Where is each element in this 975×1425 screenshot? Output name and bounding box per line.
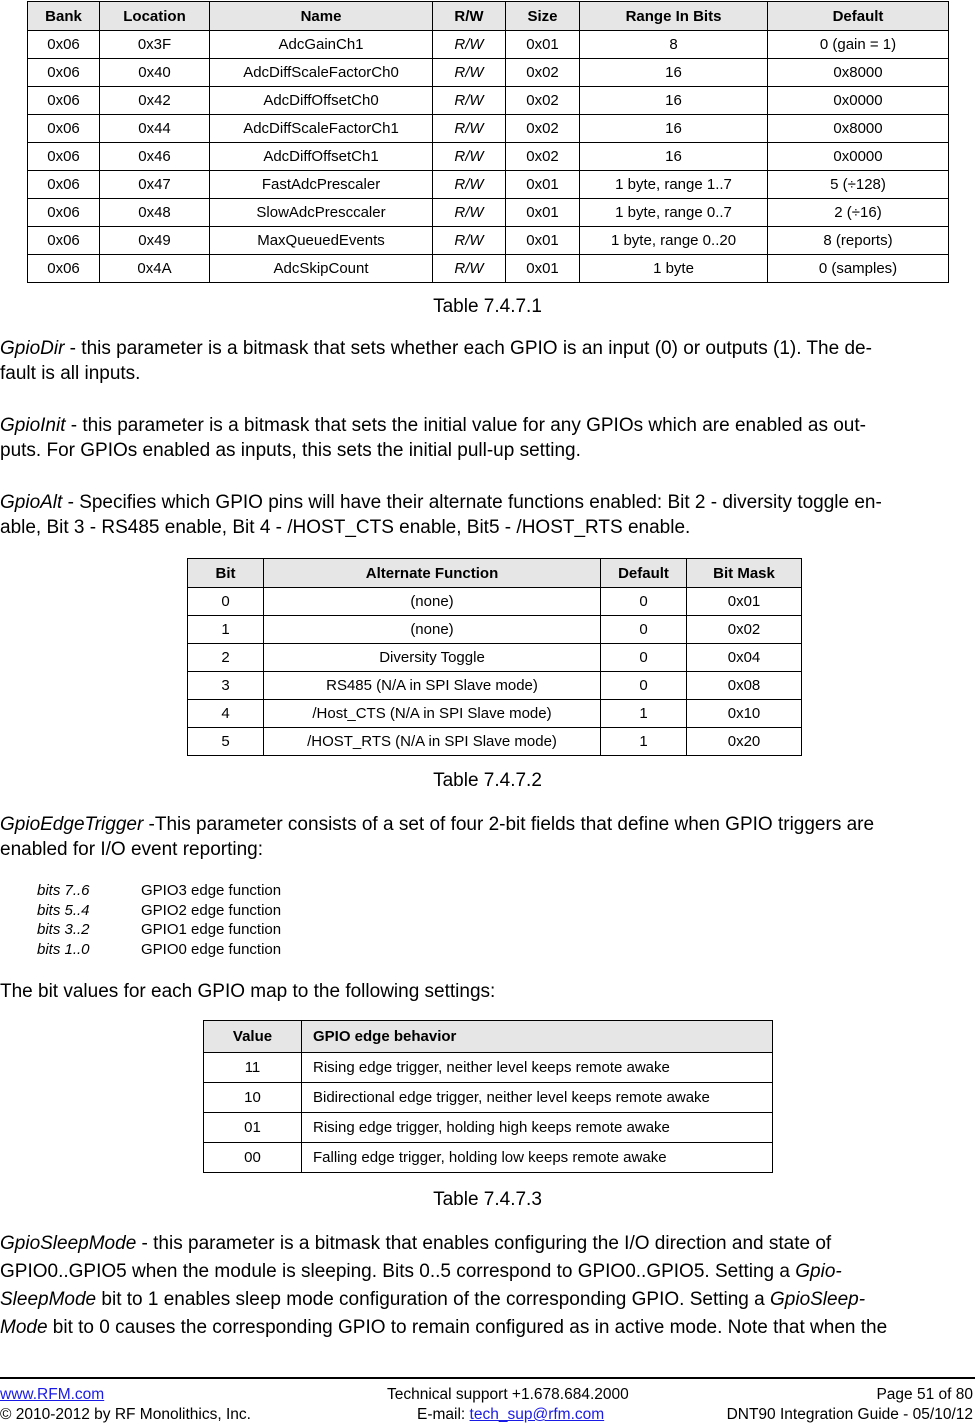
table-cell: 1 — [601, 728, 687, 756]
table-row — [28, 227, 949, 255]
table-cell: 0x02 — [687, 616, 802, 644]
column-header: R/W — [433, 2, 506, 31]
gpioinit-paragraph: GpioInit - this parameter is a bitmask that sets the initial value for any GPIOs which are enabled as out- puts. For GPIOs enabled as inputs, this sets the initial pull-up setting. — [0, 415, 866, 461]
table-cell: 5 (÷128) — [768, 171, 949, 199]
copyright: © 2010-2012 by RF Monolithics, Inc. — [0, 1406, 251, 1423]
page-number: Page 51 of 80 — [876, 1386, 973, 1403]
table-cell: 16 — [580, 87, 768, 115]
gpiosleep-paragraph: GpioSleepMode - this parameter is a bitmask that enables configuring the I/O direction and state of GPIO0..GPIO5 when the module is sleeping. Bits 0..5 correspond to GPIO0..GPIO5. Setting a Gpio- SleepMode bit to 1 enables sleep mode configuration of the corresponding GPIO. Setting a GpioSleep- Mode bit to 0 causes the corresponding GPIO to remain configured as in active mode. Note that when the — [0, 1233, 888, 1338]
table-row — [28, 115, 949, 143]
table-cell: 2 (÷16) — [768, 199, 949, 227]
column-header: Range In Bits — [580, 2, 768, 31]
table-cell: 0x47 — [100, 171, 210, 199]
column-header: Bit — [188, 559, 264, 588]
table-cell: R/W — [433, 59, 506, 87]
table-cell: R/W — [433, 199, 506, 227]
table-cell: 0x06 — [28, 31, 100, 59]
bitfield-desc: GPIO0 edge function — [141, 940, 282, 958]
email-line: E-mail: tech_sup@rfm.com — [417, 1406, 605, 1423]
table-cell: 0 — [601, 616, 687, 644]
table-cell: /HOST_RTS (N/A in SPI Slave mode) — [264, 728, 601, 756]
table-cell: 5 — [188, 728, 264, 756]
gpioalt-paragraph: GpioAlt - Specifies which GPIO pins will have their alternate functions enabled: Bit 2 - diversity toggle en- able, Bit 3 - RS485 enable, Bit 4 - /HOST_CTS enable, Bit5 - /HOST_RTS enable. — [0, 492, 882, 538]
column-header: Default — [601, 559, 687, 588]
table-cell: 0x40 — [100, 59, 210, 87]
table-row — [28, 171, 949, 199]
table-row — [204, 1143, 773, 1173]
table-cell: R/W — [433, 143, 506, 171]
table-cell: 0x04 — [687, 644, 802, 672]
table-cell: 0x0000 — [768, 143, 949, 171]
column-header: Default — [768, 2, 949, 31]
gpiodir-paragraph: GpioDir - this parameter is a bitmask that sets whether each GPIO is an input (0) or outputs (1). The de- fault is all inputs. — [0, 338, 872, 384]
column-header: Alternate Function — [264, 559, 601, 588]
table-cell: R/W — [433, 227, 506, 255]
table-cell: AdcDiffOffsetCh0 — [210, 87, 433, 115]
table-cell: R/W — [433, 31, 506, 59]
table-cell: 01 — [204, 1113, 302, 1143]
bitfield-bits: bits 5..4 — [37, 901, 90, 919]
table-cell: (none) — [264, 616, 601, 644]
table-cell: 0x01 — [506, 255, 580, 283]
table-cell: SlowAdcPresccaler — [210, 199, 433, 227]
bitfield-desc: GPIO3 edge function — [141, 882, 282, 899]
table-cell: 0 (gain = 1) — [768, 31, 949, 59]
table-cell: AdcDiffScaleFactorCh0 — [210, 59, 433, 87]
table-cell: 0x01 — [506, 171, 580, 199]
table-row — [188, 644, 802, 672]
table-cell: 0x06 — [28, 59, 100, 87]
table-cell: 0x8000 — [768, 59, 949, 87]
bitfield-bits: bits 7..6 — [37, 882, 90, 899]
table-row — [28, 59, 949, 87]
doc-title: DNT90 Integration Guide - 05/10/12 — [726, 1406, 973, 1423]
table-cell: R/W — [433, 87, 506, 115]
table-cell: 1 byte, range 0..20 — [580, 227, 768, 255]
bitfield-desc: GPIO2 edge function — [141, 901, 282, 919]
table-row — [28, 199, 949, 227]
table-cell: 0x02 — [506, 143, 580, 171]
table-caption-3: Table 7.4.7.3 — [433, 1189, 542, 1210]
bitfield-desc: GPIO1 edge function — [141, 921, 282, 938]
website-link[interactable]: www.RFM.com — [0, 1386, 105, 1403]
table-cell: AdcDiffOffsetCh1 — [210, 143, 433, 171]
table-cell: 0x44 — [100, 115, 210, 143]
table-cell: (none) — [264, 588, 601, 616]
bitfield-item — [37, 920, 281, 940]
bitfield-item — [37, 881, 281, 901]
table-cell: Rising edge trigger, neither level keeps remote awake — [302, 1053, 773, 1083]
table-caption-2: Table 7.4.7.2 — [433, 770, 542, 791]
table-cell: 16 — [580, 115, 768, 143]
column-header: Value — [204, 1021, 302, 1053]
table-cell: 0x4A — [100, 255, 210, 283]
table-cell: R/W — [433, 171, 506, 199]
table-row — [28, 31, 949, 59]
table-cell: RS485 (N/A in SPI Slave mode) — [264, 672, 601, 700]
table-cell: 0x06 — [28, 87, 100, 115]
table-cell: 0 (samples) — [768, 255, 949, 283]
bitfield-bits: bits 3..2 — [37, 921, 90, 938]
table-row — [204, 1113, 773, 1143]
table-cell: 0 — [601, 588, 687, 616]
table-cell: 0x06 — [28, 143, 100, 171]
register-table — [27, 1, 949, 283]
table-cell: Bidirectional edge trigger, neither level keeps remote awake — [302, 1083, 773, 1113]
table-cell: 1 byte, range 1..7 — [580, 171, 768, 199]
table-cell: 16 — [580, 59, 768, 87]
table-cell: 8 (reports) — [768, 227, 949, 255]
table-cell: 3 — [188, 672, 264, 700]
table-cell: 0x02 — [506, 59, 580, 87]
table-row — [28, 87, 949, 115]
table-cell: 0x01 — [506, 199, 580, 227]
column-header: Name — [210, 2, 433, 31]
table-cell: 0x01 — [506, 227, 580, 255]
column-header: Size — [506, 2, 580, 31]
column-header: Bit Mask — [687, 559, 802, 588]
bitvalues-text: The bit values for each GPIO map to the following settings: — [0, 981, 496, 1002]
table-cell: 0 — [188, 588, 264, 616]
column-header: GPIO edge behavior — [302, 1021, 773, 1053]
table-cell: 0x02 — [506, 115, 580, 143]
bitfield-list — [37, 881, 281, 959]
column-header: Location — [100, 2, 210, 31]
table-cell: AdcSkipCount — [210, 255, 433, 283]
table-cell: 0x02 — [506, 87, 580, 115]
table-cell: 0x3F — [100, 31, 210, 59]
table-cell: 8 — [580, 31, 768, 59]
gpioedge-paragraph: GpioEdgeTrigger -This parameter consists of a set of four 2-bit fields that define when GPIO triggers are enabled for I/O event reporting: — [0, 814, 875, 860]
table-row — [204, 1083, 773, 1113]
table-cell: 0x06 — [28, 227, 100, 255]
bitfield-item — [37, 940, 281, 960]
edge-behavior-table — [203, 1020, 773, 1173]
table-cell: /Host_CTS (N/A in SPI Slave mode) — [264, 700, 601, 728]
table-cell: AdcDiffScaleFactorCh1 — [210, 115, 433, 143]
table-cell: R/W — [433, 255, 506, 283]
table-cell: 0x46 — [100, 143, 210, 171]
table-cell: 0x06 — [28, 255, 100, 283]
table-cell: 0x42 — [100, 87, 210, 115]
alternate-function-table — [187, 558, 802, 756]
table-cell: R/W — [433, 115, 506, 143]
footer-divider — [0, 1377, 975, 1379]
table-cell: 0x01 — [506, 31, 580, 59]
table-cell: 10 — [204, 1083, 302, 1113]
table-cell: 1 byte — [580, 255, 768, 283]
table-cell: 1 byte, range 0..7 — [580, 199, 768, 227]
table-cell: 0x06 — [28, 171, 100, 199]
table-cell: 0x20 — [687, 728, 802, 756]
bitfield-bits: bits 1..0 — [37, 940, 90, 958]
table-cell: 0x0000 — [768, 87, 949, 115]
table-cell: 0x08 — [687, 672, 802, 700]
table-cell: 4 — [188, 700, 264, 728]
table-cell: 0x10 — [687, 700, 802, 728]
table-row — [188, 700, 802, 728]
table-cell: 16 — [580, 143, 768, 171]
table-cell: Diversity Toggle — [264, 644, 601, 672]
table-cell: MaxQueuedEvents — [210, 227, 433, 255]
table-row — [188, 588, 802, 616]
table-cell: Falling edge trigger, holding low keeps remote awake — [302, 1143, 773, 1173]
table-row — [28, 143, 949, 171]
table-row — [204, 1053, 773, 1083]
bitfield-item — [37, 901, 281, 921]
table-cell: 00 — [204, 1143, 302, 1173]
table-caption-1: Table 7.4.7.1 — [433, 296, 542, 317]
table-row — [188, 616, 802, 644]
table-cell: 0x8000 — [768, 115, 949, 143]
column-header: Bank — [28, 2, 100, 31]
table-cell: 1 — [601, 700, 687, 728]
table-cell: 0 — [601, 672, 687, 700]
table-cell: Rising edge trigger, holding high keeps remote awake — [302, 1113, 773, 1143]
table-cell: 0x06 — [28, 199, 100, 227]
table-row — [28, 255, 949, 283]
table-cell: 0x49 — [100, 227, 210, 255]
table-row — [188, 672, 802, 700]
table-cell: 0x01 — [687, 588, 802, 616]
support-phone: Technical support +1.678.684.2000 — [387, 1386, 629, 1403]
email-link[interactable]: tech_sup@rfm.com — [469, 1406, 605, 1423]
table-cell: AdcGainCh1 — [210, 31, 433, 59]
table-row — [188, 728, 802, 756]
table-cell: 0x48 — [100, 199, 210, 227]
table-cell: 0 — [601, 644, 687, 672]
table-cell: 0x06 — [28, 115, 100, 143]
table-cell: 2 — [188, 644, 264, 672]
table-cell: 11 — [204, 1053, 302, 1083]
table-cell: 1 — [188, 616, 264, 644]
table-cell: FastAdcPrescaler — [210, 171, 433, 199]
